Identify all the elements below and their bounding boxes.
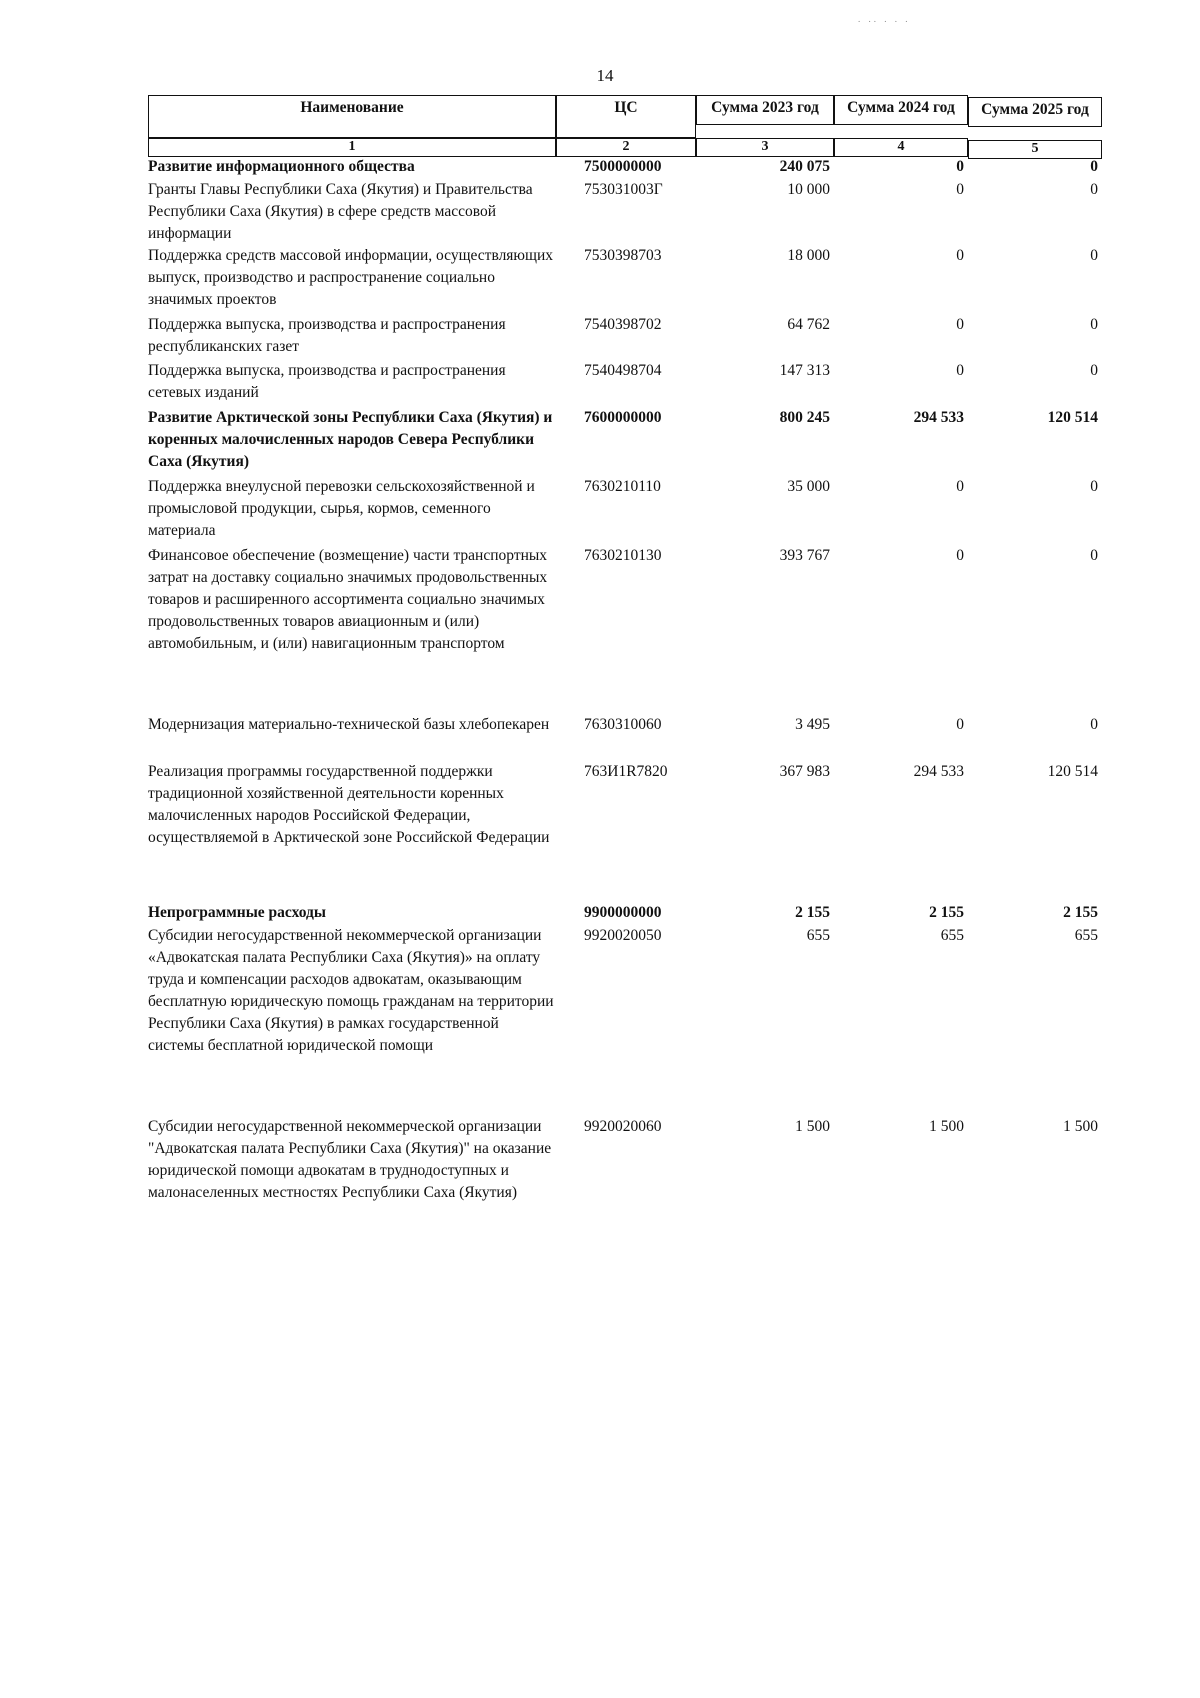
row-cs: 7540498704 bbox=[584, 362, 662, 379]
row-sum-2025: 0 bbox=[1090, 478, 1098, 495]
row-sum-2025: 0 bbox=[1090, 716, 1098, 733]
row-sum-2023: 2 155 bbox=[795, 904, 830, 921]
header-sum-2025: Сумма 2025 год bbox=[968, 97, 1102, 127]
row-sum-2025: 655 bbox=[1074, 927, 1098, 944]
row-sum-2023: 1 500 bbox=[795, 1118, 830, 1135]
row-cs: 7600000000 bbox=[584, 409, 662, 426]
row-sum-2024: 655 bbox=[940, 927, 964, 944]
row-sum-2024: 0 bbox=[956, 247, 964, 264]
row-sum-2023: 10 000 bbox=[787, 181, 830, 198]
row-cs: 7530398703 bbox=[584, 247, 662, 264]
row-sum-2025: 0 bbox=[1090, 547, 1098, 564]
row-name: Субсидии негосударственной некоммерческой организации «Адвокатская палата Республики Саха (Якутия)» на оплату труда и компенсации расходов адвокатам, оказывающим бесплатную юридическую помощь гражданам на территории Республики Саха (Якутия) в рамках государственной системы бесплатной юридической помощи bbox=[148, 927, 554, 1054]
row-name: Развитие Арктической зоны Республики Саха (Якутия) и коренных малочисленных народов Севера Республики Саха (Якутия) bbox=[148, 409, 553, 470]
row-sum-2023: 18 000 bbox=[787, 247, 830, 264]
row-sum-2025: 120 514 bbox=[1047, 409, 1098, 426]
row-sum-2025: 0 bbox=[1090, 247, 1098, 264]
row-sum-2024: 0 bbox=[956, 362, 964, 379]
row-cs: 7540398702 bbox=[584, 316, 662, 333]
row-sum-2024: 0 bbox=[956, 547, 964, 564]
row-sum-2023: 655 bbox=[806, 927, 830, 944]
row-name: Поддержка выпуска, производства и распространения республиканских газет bbox=[148, 316, 506, 355]
row-sum-2023: 800 245 bbox=[779, 409, 830, 426]
row-name: Финансовое обеспечение (возмещение) части транспортных затрат на доставку социально значимых продовольственных товаров и расширенного ассортимента социально значимых продовольственных товаров авиационным и (или) автомобильным, и (или) навигационным транспортом bbox=[148, 547, 548, 652]
row-name: Непрограммные расходы bbox=[148, 904, 327, 921]
row-sum-2025: 0 bbox=[1090, 362, 1098, 379]
column-number: 1 bbox=[148, 138, 556, 157]
row-name: Реализация программы государственной поддержки традиционной хозяйственной деятельности коренных малочисленных народов Российской Федерации, осуществляемой в Арктической зоне Российской Федерации bbox=[148, 763, 550, 846]
row-cs: 7630310060 bbox=[584, 716, 662, 733]
column-number: 4 bbox=[834, 138, 968, 157]
row-sum-2025: 0 bbox=[1090, 158, 1098, 175]
row-sum-2023: 3 495 bbox=[795, 716, 830, 733]
row-cs: 9900000000 bbox=[584, 904, 662, 921]
row-sum-2024: 0 bbox=[956, 316, 964, 333]
row-sum-2024: 0 bbox=[956, 158, 964, 175]
row-cs: 763И1R7820 bbox=[584, 763, 668, 780]
row-cs: 7630210130 bbox=[584, 547, 662, 564]
header-sum-2023: Сумма 2023 год bbox=[696, 95, 834, 125]
row-name: Модернизация материально-технической базы хлебопекарен bbox=[148, 716, 550, 733]
row-cs: 9920020050 bbox=[584, 927, 662, 944]
row-name: Субсидии негосударственной некоммерческой организации "Адвокатская палата Республики Саха (Якутия)" на оказание юридической помощи адвокатам в труднодоступных и малонаселенных местностях Республики Саха (Якутия) bbox=[148, 1118, 552, 1201]
header-name: Наименование bbox=[148, 95, 556, 138]
column-number: 3 bbox=[696, 138, 834, 157]
row-sum-2023: 393 767 bbox=[779, 547, 830, 564]
row-sum-2025: 120 514 bbox=[1047, 763, 1098, 780]
row-sum-2024: 0 bbox=[956, 716, 964, 733]
row-sum-2024: 294 533 bbox=[913, 763, 964, 780]
row-cs: 7500000000 bbox=[584, 158, 662, 175]
row-sum-2023: 35 000 bbox=[787, 478, 830, 495]
row-cs: 9920020060 bbox=[584, 1118, 662, 1135]
row-sum-2024: 1 500 bbox=[929, 1118, 964, 1135]
row-sum-2025: 2 155 bbox=[1063, 904, 1098, 921]
header-sum-2024: Сумма 2024 год bbox=[834, 95, 968, 125]
scan-marks: . .. . . . bbox=[858, 14, 911, 24]
column-number: 5 bbox=[968, 140, 1102, 159]
column-number: 2 bbox=[556, 138, 696, 157]
row-sum-2023: 367 983 bbox=[779, 763, 830, 780]
row-sum-2025: 0 bbox=[1090, 316, 1098, 333]
row-sum-2025: 0 bbox=[1090, 181, 1098, 198]
row-sum-2023: 240 075 bbox=[779, 158, 830, 175]
row-sum-2024: 294 533 bbox=[913, 409, 964, 426]
row-name: Поддержка внеулусной перевозки сельскохозяйственной и промысловой продукции, сырья, кормов, семенного материала bbox=[148, 478, 535, 539]
row-name: Поддержка средств массовой информации, осуществляющих выпуск, производство и распространение социально значимых проектов bbox=[148, 247, 553, 308]
row-cs: 7630210110 bbox=[584, 478, 661, 495]
row-name: Гранты Главы Республики Саха (Якутия) и Правительства Республики Саха (Якутия) в сфере средств массовой информации bbox=[148, 181, 533, 242]
row-sum-2024: 0 bbox=[956, 181, 964, 198]
page-number: 14 bbox=[596, 66, 614, 85]
row-sum-2024: 0 bbox=[956, 478, 964, 495]
row-sum-2023: 147 313 bbox=[779, 362, 830, 379]
row-sum-2023: 64 762 bbox=[787, 316, 830, 333]
row-sum-2024: 2 155 bbox=[929, 904, 964, 921]
header-cs: ЦС bbox=[556, 95, 696, 138]
row-cs: 753031003Г bbox=[584, 181, 663, 198]
row-sum-2025: 1 500 bbox=[1063, 1118, 1098, 1135]
row-name: Развитие информационного общества bbox=[148, 158, 415, 175]
row-name: Поддержка выпуска, производства и распространения сетевых изданий bbox=[148, 362, 506, 401]
